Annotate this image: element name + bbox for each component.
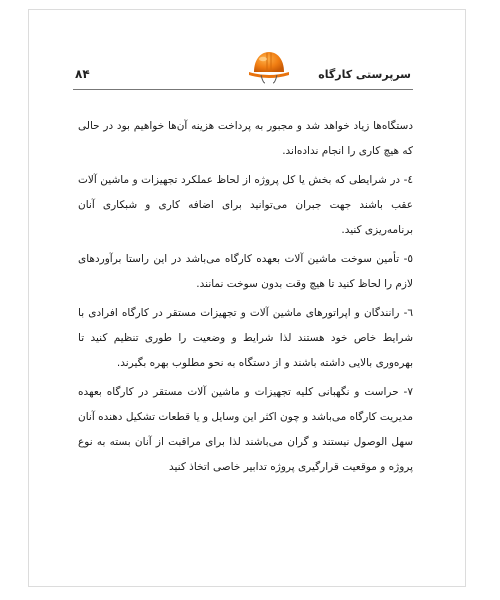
body-text: [78, 114, 413, 484]
book-page: [28, 9, 466, 587]
page-header: [29, 10, 465, 110]
running-title: سرپرستی کارگاه: [318, 68, 411, 81]
paragraph: ٥- تأمین سوخت ماشین آلات بعهده کارگاه می‌باشد در این راستا برآوردهای لازم را لحاظ کنید تا هیچ وقت بدون سوخت نمانند.: [78, 253, 413, 290]
paragraph: دستگاه‌ها زیاد خواهد شد و مجبور به پرداخت هزینه آن‌ها خواهیم بود در حالی که هیچ کاری را انجام نداده‌اند.: [78, 120, 413, 157]
paragraph: ٧- حراست و نگهبانی کلیه تجهیزات و ماشین آلات مستقر در کارگاه بعهده مدیریت کارگاه می‌باشد و چون اکثر این وسایل و یا قطعات تشکیل دهنده آنان سهل الوصول نیستند و گران می‌باشند لذا برای مراقبت از آنان بسته به نوع پروژه و موقعیت قرارگیری پروژه تدابیر خاصی اتخاذ کنید: [78, 386, 413, 473]
header-divider: [73, 89, 413, 90]
hard-hat-icon: [247, 48, 291, 86]
page-number: ۸۴: [75, 67, 90, 81]
paragraph: ٦- رانندگان و اپراتورهای ماشین آلات و تجهیزات مستقر در کارگاه افرادی با شرایط خاص خود هستند لذا شرایط و وضعیت را طوری تنظیم کنید تا بهره‌وری بالایی داشته باشند و از دستگاه به نحو مطلوب بهره بگیرند.: [78, 307, 413, 369]
paragraph: ٤- در شرایطی که بخش یا کل پروژه از لحاظ عملکرد تجهیزات و ماشین آلات عقب باشند جهت جبران می‌توانید برای اضافه کاری و شبکاری آنان برنامه‌ریزی کنید.: [78, 174, 413, 236]
